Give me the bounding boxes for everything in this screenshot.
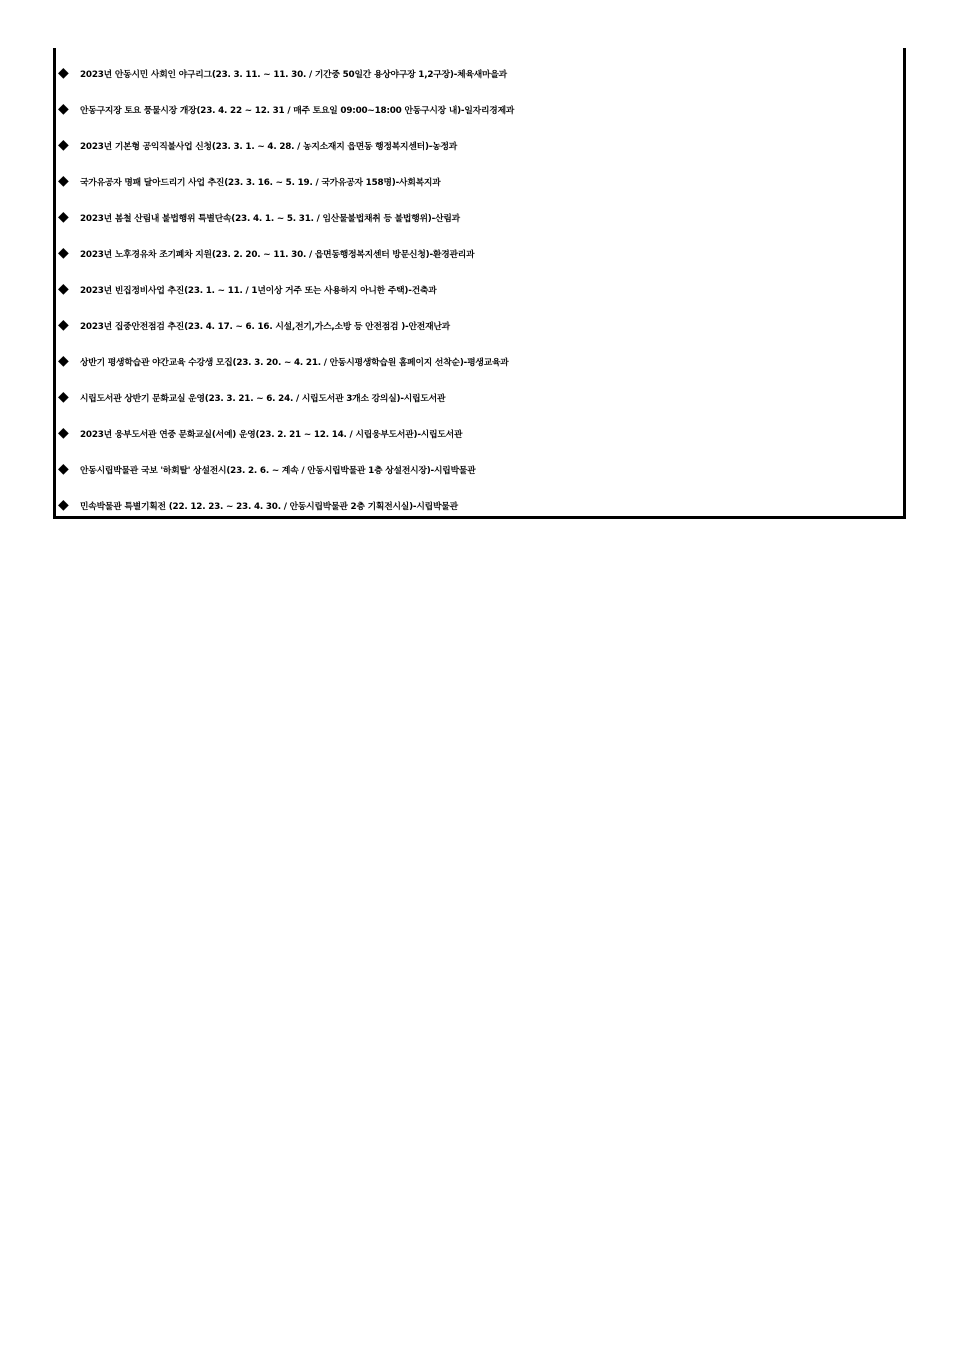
diamond-bullet-icon: ◆ bbox=[58, 317, 69, 333]
notice-item bbox=[56, 163, 903, 199]
notice-box bbox=[53, 48, 906, 519]
notice-text: 2023년 웅부도서관 연중 문화교실(서예) 운영(23. 2. 21 ~ 12. 14. / 시립웅부도서관)-시립도서관 bbox=[80, 429, 463, 440]
notice-text: 2023년 빈집정비사업 추진(23. 1. ~ 11. / 1년이상 거주 또는 사용하지 아니한 주택)-건축과 bbox=[80, 285, 437, 296]
notice-text: 2023년 봄철 산림내 불법행위 특별단속(23. 4. 1. ~ 5. 31. / 임산물불법채취 등 불법행위)-산림과 bbox=[80, 213, 460, 224]
notice-item bbox=[56, 91, 903, 127]
notice-item bbox=[56, 235, 903, 271]
notice-text: 2023년 기본형 공익직불사업 신청(23. 3. 1. ~ 4. 28. / 농지소재지 읍면동 행정복지센터)-농정과 bbox=[80, 141, 458, 152]
notice-text: 안동구지장 토요 풍물시장 개장(23. 4. 22 ~ 12. 31 / 매주 토요일 09:00~18:00 안동구시장 내)-일자리경제과 bbox=[80, 105, 515, 116]
notice-item bbox=[56, 127, 903, 163]
diamond-bullet-icon: ◆ bbox=[58, 353, 69, 369]
notice-item bbox=[56, 451, 903, 487]
diamond-bullet-icon: ◆ bbox=[58, 137, 69, 153]
diamond-bullet-icon: ◆ bbox=[58, 461, 69, 477]
notice-item bbox=[56, 379, 903, 415]
notice-item bbox=[56, 415, 903, 451]
diamond-bullet-icon: ◆ bbox=[58, 281, 69, 297]
notice-item bbox=[56, 307, 903, 343]
notice-text: 민속박물관 특별기획전 (22. 12. 23. ~ 23. 4. 30. / 안동시립박물관 2층 기획전시실)-시립박물관 bbox=[80, 501, 458, 512]
notice-text: 국가유공자 명패 달아드리기 사업 추진(23. 3. 16. ~ 5. 19. / 국가유공자 158명)-사회복지과 bbox=[80, 177, 441, 188]
diamond-bullet-icon: ◆ bbox=[58, 497, 69, 513]
notice-item bbox=[56, 487, 903, 523]
notice-list bbox=[56, 55, 903, 523]
notice-text: 2023년 안동시민 사회인 야구리그(23. 3. 11. ~ 11. 30. / 기간중 50일간 용상야구장 1,2구장)-체육새마을과 bbox=[80, 69, 507, 80]
notice-item bbox=[56, 199, 903, 235]
diamond-bullet-icon: ◆ bbox=[58, 209, 69, 225]
diamond-bullet-icon: ◆ bbox=[58, 173, 69, 189]
diamond-bullet-icon: ◆ bbox=[58, 101, 69, 117]
notice-text: 상반기 평생학습관 야간교육 수강생 모집(23. 3. 20. ~ 4. 21. / 안동시평생학습원 홈페이지 선착순)-평생교육과 bbox=[80, 357, 509, 368]
diamond-bullet-icon: ◆ bbox=[58, 425, 69, 441]
notice-item bbox=[56, 271, 903, 307]
notice-text: 시립도서관 상반기 문화교실 운영(23. 3. 21. ~ 6. 24. / 시립도서관 3개소 강의실)-시립도서관 bbox=[80, 393, 446, 404]
diamond-bullet-icon: ◆ bbox=[58, 389, 69, 405]
notice-item bbox=[56, 343, 903, 379]
diamond-bullet-icon: ◆ bbox=[58, 65, 69, 81]
notice-item bbox=[56, 55, 903, 91]
diamond-bullet-icon: ◆ bbox=[58, 245, 69, 261]
notice-text: 2023년 집중안전점검 추진(23. 4. 17. ~ 6. 16. 시설,전기,가스,소방 등 안전점검 )-안전재난과 bbox=[80, 321, 450, 332]
notice-text: 안동시립박물관 국보 '하회탈' 상설전시(23. 2. 6. ~ 계속 / 안동시립박물관 1층 상설전시장)-시립박물관 bbox=[80, 465, 476, 476]
notice-text: 2023년 노후경유차 조기폐차 지원(23. 2. 20. ~ 11. 30. / 읍면동행정복지센터 방문신청)-환경관리과 bbox=[80, 249, 475, 260]
